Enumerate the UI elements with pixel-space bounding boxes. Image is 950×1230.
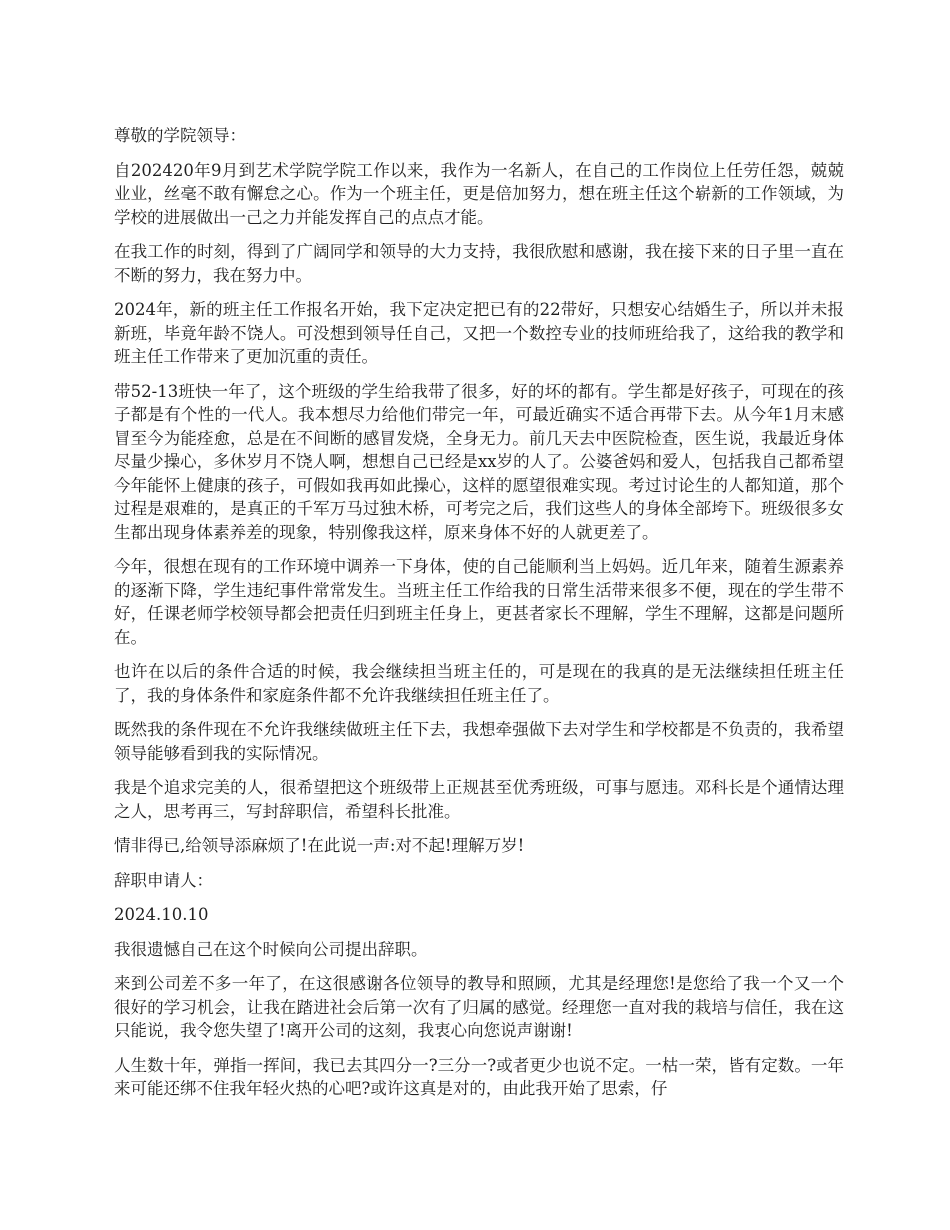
salutation: 尊敬的学院领导： — [114, 126, 246, 145]
body-paragraph: 既然我的条件现在不允许我继续做班主任下去，我想牵强做下去对学生和学校都是不负责的，我希望领导能够看到我的实际情况。 — [114, 720, 844, 763]
body-paragraph: 在我工作的时刻，得到了广阔同学和领导的大力支持，我很欣慰和感谢，我在接下来的日子里一直在不断的努力，我在努力中。 — [114, 242, 844, 285]
document-body — [114, 124, 844, 1112]
signature-label: 辞职申请人： — [114, 870, 213, 890]
body-paragraph: 来到公司差不多一年了，在这很感谢各位领导的教导和照顾，尤其是经理您!是您给了我一个又一个很好的学习机会，让我在踏进社会后第一次有了归属的感觉。经理您一直对我的栽培与信任，我在这只能说，我令您失望了!离开公司的这刻，我衷心向您说声谢谢! — [114, 974, 844, 1040]
date-line: 2024.10.10 — [114, 905, 209, 924]
body-paragraph: 人生数十年，弹指一挥间，我已去其四分一?三分一?或者更少也说不定。一枯一荣，皆有定数。一年来可能还绑不住我年轻火热的心吧?或许这真是对的，由此我开始了思索，仔 — [114, 1055, 844, 1098]
body-paragraph: 今年，很想在现有的工作环境中调养一下身体，使的自己能顺利当上妈妈。近几年来，随着生源素养的逐渐下降，学生违纪事件常常发生。当班主任工作给我的日常生活带来很多不便，现在的学生带不好，任课老师学校领导都会把责任归到班主任身上，更甚者家长不理解，学生不理解，这都是问题所在。 — [114, 557, 844, 647]
closing-line: 情非得已,给领导添麻烦了!在此说一声:对不起!理解万岁! — [114, 836, 525, 855]
body-paragraph: 我很遗憾自己在这个时候向公司提出辞职。 — [114, 939, 428, 959]
body-paragraph: 2024年，新的班主任工作报名开始，我下定决定把已有的22带好，只想安心结婚生子，所以并未报新班，毕竟年龄不饶人。可没想到领导任自己，又把一个数控专业的技师班给我了，这给我的教学和班主任工作带来了更加沉重的责任。 — [114, 300, 844, 366]
body-paragraph: 也许在以后的条件合适的时候，我会继续担当班主任的，可是现在的我真的是无法继续担任班主任了，我的身体条件和家庭条件都不允许我继续担任班主任了。 — [114, 662, 844, 705]
body-paragraph: 自202420年9月到艺术学院学院工作以来，我作为一名新人，在自己的工作岗位上任劳任怨，兢兢业业，丝毫不敢有懈怠之心。作为一个班主任，更是倍加努力，想在班主任这个崭新的工作领域，为学校的进展做出一己之力并能发挥自己的点点才能。 — [114, 160, 844, 227]
body-paragraph: 我是个追求完美的人，很希望把这个班级带上正规甚至优秀班级，可事与愿违。邓科长是个通情达理之人，思考再三，写封辞职信，希望科长批准。 — [114, 778, 844, 821]
body-paragraph: 带52-13班快一年了，这个班级的学生给我带了很多，好的坏的都有。学生都是好孩子，可现在的孩子都是有个性的一代人。我本想尽力给他们带完一年，可最近确实不适合再带下去。从今年1月末感冒至今为能痊愈，总是在不间断的感冒发烧，全身无力。前几天去中医院检查，医生说，我最近身体尽量少操心，多休岁月不饶人啊，想想自己已经是xx岁的人了。公婆爸妈和爱人，包括我自己都希望今年能怀上健康的孩子，可假如我再如此操心，这样的愿望很难实现。考过讨论生的人都知道，那个过程是艰难的，是真正的千军万马过独木桥，可考完之后，我们这些人的身体全部垮下。班级很多女生都出现身体素养差的现象，特别像我这样，原来身体不好的人就更差了。 — [114, 381, 844, 542]
